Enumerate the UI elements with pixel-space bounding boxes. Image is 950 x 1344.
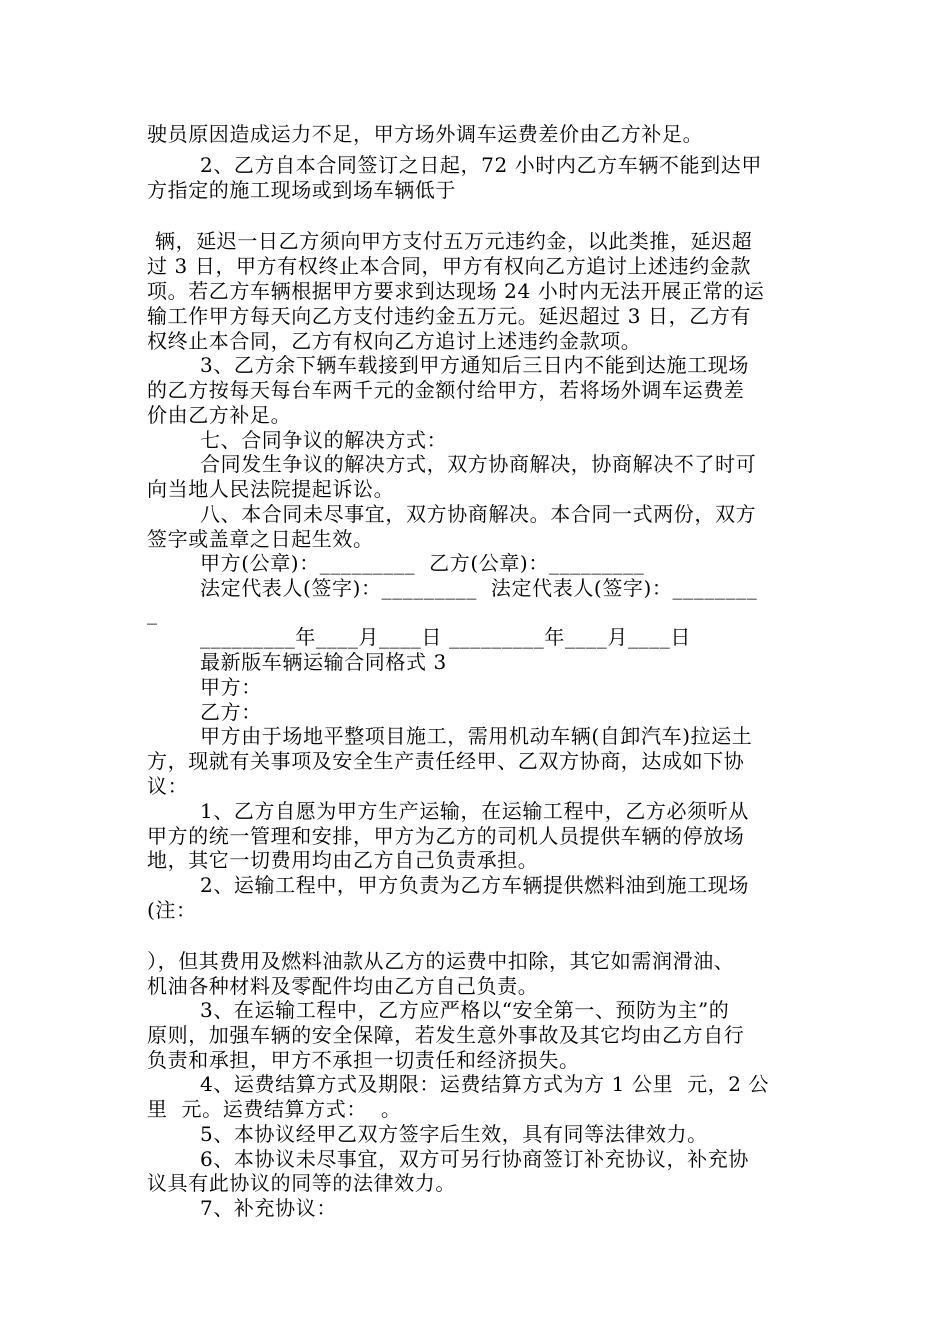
text-line: 机油各种材料及零配件均由乙方自己负责。 bbox=[147, 974, 539, 998]
text-line: 负责和承担，甲方不承担一切责任和经济损失。 bbox=[147, 1048, 580, 1072]
party-b-label: 乙方： bbox=[200, 700, 262, 724]
text-line: 议： bbox=[147, 774, 189, 798]
text-line: 方指定的施工现场或到场车辆低于 bbox=[147, 178, 456, 202]
text-line: 签字或盖章之日起生效。 bbox=[147, 527, 374, 551]
text-line: 3、在运输工程中，乙方应严格以“安全第一、预防为主”的 bbox=[200, 998, 730, 1022]
text-line: 方，现就有关事项及安全生产责任经甲、乙双方协商，达成如下协 bbox=[147, 749, 745, 773]
date-line: _________年____月____日 _________年____月____日 bbox=[200, 625, 691, 649]
signature-line-representative: 法定代表人(签字)：_________ 法定代表人(签字)：________ bbox=[200, 576, 758, 600]
text-line: 项。若乙方车辆根据甲方要求到达现场 24 小时内无法开展正常的运 bbox=[147, 279, 765, 303]
text-line: 甲方的统一管理和安排，甲方为乙方的司机人员提供车辆的停放场 bbox=[147, 824, 745, 848]
text-line: 过 3 日，甲方有权终止本合同，甲方有权向乙方追讨上述违约金款 bbox=[147, 254, 752, 278]
text-line: 合同发生争议的解决方式，双方协商解决，协商解决不了时可 bbox=[200, 452, 757, 476]
party-a-label: 甲方： bbox=[200, 675, 262, 699]
text-line: 八、本合同未尽事宜，双方协商解决。本合同一式两份，双方 bbox=[200, 502, 757, 526]
text-line: (注： bbox=[147, 898, 197, 922]
text-line: 1、乙方自愿为甲方生产运输，在运输工程中，乙方必须听从 bbox=[200, 799, 749, 823]
document-title: 最新版车辆运输合同格式 3 bbox=[200, 650, 447, 674]
text-line: 6、本协议未尽事宜，双方可另行协商签订补充协议，补充协 bbox=[200, 1147, 749, 1171]
text-line: 原则，加强车辆的安全保障，若发生意外事故及其它均由乙方自行 bbox=[147, 1023, 745, 1047]
text-line: 输工作甲方每天向乙方支付违约金五万元。延迟超过 3 日，乙方有 bbox=[147, 304, 752, 328]
text-line: 5、本协议经甲乙双方签字后生效，具有同等法律效力。 bbox=[200, 1122, 708, 1146]
section-heading: 七、合同争议的解决方式： bbox=[200, 428, 448, 452]
signature-line-continuation: _ bbox=[147, 601, 158, 625]
text-line: 权终止本合同，乙方有权向乙方追讨上述违约金款项。 bbox=[147, 329, 642, 353]
text-line: 甲方由于场地平整项目施工，需用机动车辆(自卸汽车)拉运土 bbox=[200, 724, 753, 748]
text-line: 的乙方按每天每台车两千元的金额付给甲方，若将场外调车运费差 bbox=[147, 378, 745, 402]
text-line: 驶员原因造成运力不足，甲方场外调车运费差价由乙方补足。 bbox=[147, 122, 704, 146]
text-line: 地，其它一切费用均由乙方自己负责承担。 bbox=[147, 848, 539, 872]
text-line: 议具有此协议的同等的法律效力。 bbox=[147, 1171, 456, 1195]
text-line: 2、运输工程中，甲方负责为乙方车辆提供燃料油到施工现场 bbox=[200, 873, 749, 897]
text-line: 3、乙方余下辆车载接到甲方通知后三日内不能到达施工现场 bbox=[200, 353, 749, 377]
text-line: 2、乙方自本合同签订之日起，72 小时内乙方车辆不能到达甲 bbox=[200, 153, 762, 177]
text-line: 价由乙方补足。 bbox=[147, 403, 292, 427]
signature-line-seal: 甲方(公章)：_________ 乙方(公章)：_________ bbox=[200, 551, 645, 575]
text-line: 向当地人民法院提起诉讼。 bbox=[147, 477, 395, 501]
text-line: 辆，延迟一日乙方须向甲方支付五万元违约金，以此类推，延迟超 bbox=[155, 229, 753, 253]
text-line: 里 元。运费结算方式： 。 bbox=[147, 1097, 402, 1121]
text-line: 4、运费结算方式及期限：运费结算方式为方 1 公里 元，2 公 bbox=[200, 1072, 770, 1096]
text-line: ），但其费用及燃料油款从乙方的运费中扣除，其它如需润滑油、 bbox=[147, 949, 735, 973]
text-line: 7、补充协议： bbox=[200, 1196, 337, 1220]
